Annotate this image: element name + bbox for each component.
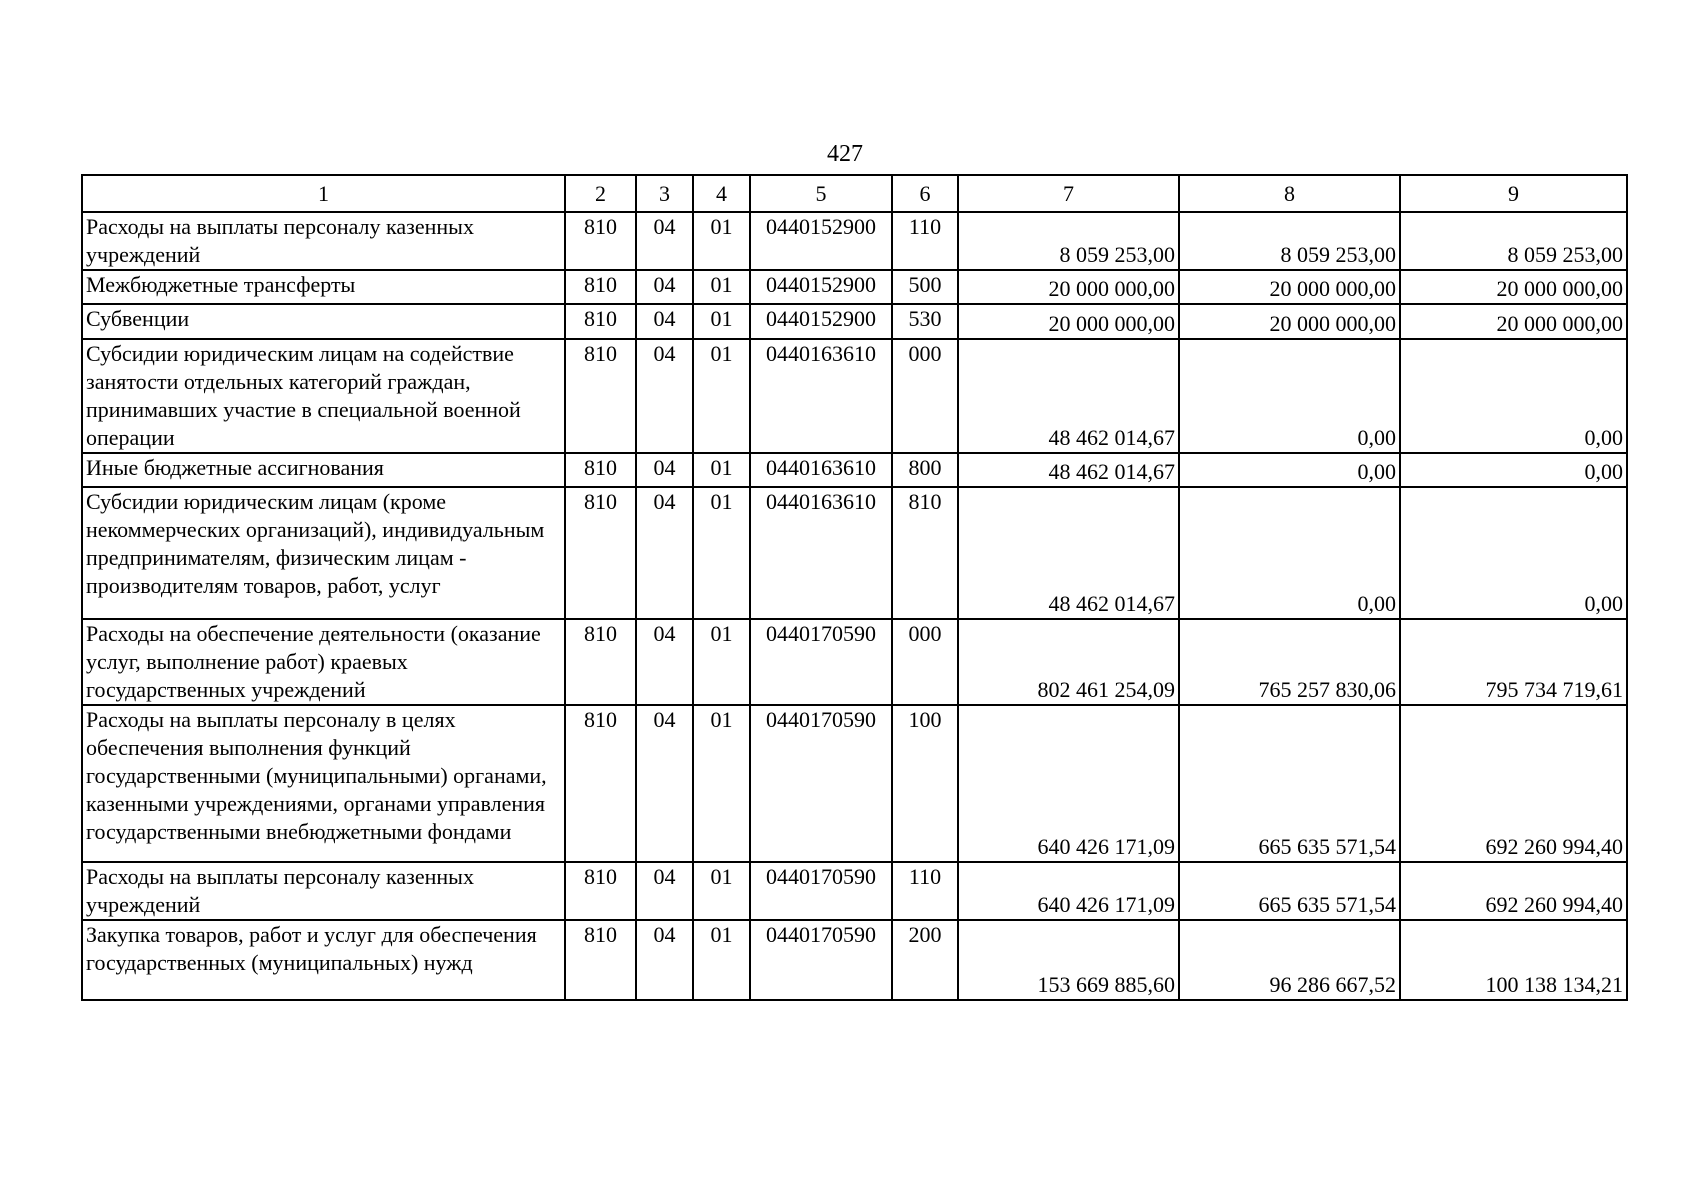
code-4: 01 xyxy=(693,453,750,487)
code-4: 01 xyxy=(693,487,750,619)
amount-8: 0,00 xyxy=(1179,453,1400,487)
code-4: 01 xyxy=(693,304,750,339)
code-6: 800 xyxy=(892,453,958,487)
code-3: 04 xyxy=(636,862,693,920)
code-5: 0440170590 xyxy=(750,705,892,862)
amount-9: 795 734 719,61 xyxy=(1400,619,1627,705)
row-name: Расходы на выплаты персоналу казенных учреждений xyxy=(82,212,565,270)
code-3: 04 xyxy=(636,453,693,487)
amount-7: 640 426 171,09 xyxy=(958,862,1179,920)
amount-7: 48 462 014,67 xyxy=(958,339,1179,453)
amount-8: 0,00 xyxy=(1179,339,1400,453)
code-5: 0440152900 xyxy=(750,304,892,339)
code-6: 810 xyxy=(892,487,958,619)
table-row xyxy=(82,487,1627,619)
row-name: Субвенции xyxy=(82,304,565,339)
row-name: Расходы на обеспечение деятельности (оказание услуг, выполнение работ) краевых государственных учреждений xyxy=(82,619,565,705)
code-4: 01 xyxy=(693,270,750,304)
column-number: 2 xyxy=(565,175,636,212)
code-6: 200 xyxy=(892,920,958,1000)
code-3: 04 xyxy=(636,920,693,1000)
code-2: 810 xyxy=(565,304,636,339)
code-2: 810 xyxy=(565,270,636,304)
table-row xyxy=(82,862,1627,920)
code-6: 530 xyxy=(892,304,958,339)
row-name: Расходы на выплаты персоналу в целях обеспечения выполнения функций государственными (муниципальными) органами, казенными учреждениями, органами управления государственными внебюджетными фондами xyxy=(82,705,565,862)
code-2: 810 xyxy=(565,339,636,453)
code-4: 01 xyxy=(693,920,750,1000)
code-4: 01 xyxy=(693,339,750,453)
column-number: 3 xyxy=(636,175,693,212)
code-5: 0440170590 xyxy=(750,619,892,705)
amount-7: 8 059 253,00 xyxy=(958,212,1179,270)
code-6: 110 xyxy=(892,862,958,920)
row-name: Закупка товаров, работ и услуг для обеспечения государственных (муниципальных) нужд xyxy=(82,920,565,1000)
code-2: 810 xyxy=(565,619,636,705)
code-5: 0440170590 xyxy=(750,862,892,920)
code-5: 0440163610 xyxy=(750,453,892,487)
amount-8: 0,00 xyxy=(1179,487,1400,619)
column-number: 6 xyxy=(892,175,958,212)
code-3: 04 xyxy=(636,304,693,339)
row-name: Иные бюджетные ассигнования xyxy=(82,453,565,487)
budget-table xyxy=(81,174,1628,1001)
code-2: 810 xyxy=(565,862,636,920)
code-5: 0440152900 xyxy=(750,270,892,304)
code-4: 01 xyxy=(693,862,750,920)
table-row xyxy=(82,270,1627,304)
page-number: 427 xyxy=(827,141,863,167)
column-number: 1 xyxy=(82,175,565,212)
amount-9: 0,00 xyxy=(1400,339,1627,453)
code-3: 04 xyxy=(636,339,693,453)
table-row xyxy=(82,304,1627,339)
code-2: 810 xyxy=(565,920,636,1000)
column-number: 9 xyxy=(1400,175,1627,212)
amount-9: 20 000 000,00 xyxy=(1400,304,1627,339)
row-name: Субсидии юридическим лицам на содействие занятости отдельных категорий граждан, принимавших участие в специальной военной операции xyxy=(82,339,565,453)
code-4: 01 xyxy=(693,705,750,862)
row-name: Расходы на выплаты персоналу казенных учреждений xyxy=(82,862,565,920)
amount-9: 8 059 253,00 xyxy=(1400,212,1627,270)
code-6: 500 xyxy=(892,270,958,304)
code-2: 810 xyxy=(565,705,636,862)
amount-9: 692 260 994,40 xyxy=(1400,862,1627,920)
code-5: 0440152900 xyxy=(750,212,892,270)
amount-7: 48 462 014,67 xyxy=(958,487,1179,619)
amount-8: 20 000 000,00 xyxy=(1179,270,1400,304)
table-row xyxy=(82,920,1627,1000)
row-name: Межбюджетные трансферты xyxy=(82,270,565,304)
table-row xyxy=(82,339,1627,453)
row-name: Субсидии юридическим лицам (кроме некоммерческих организаций), индивидуальным предпринимателям, физическим лицам - производителям товаров, работ, услуг xyxy=(82,487,565,619)
column-number: 8 xyxy=(1179,175,1400,212)
amount-8: 765 257 830,06 xyxy=(1179,619,1400,705)
amount-7: 802 461 254,09 xyxy=(958,619,1179,705)
amount-8: 665 635 571,54 xyxy=(1179,862,1400,920)
amount-8: 665 635 571,54 xyxy=(1179,705,1400,862)
column-number: 4 xyxy=(693,175,750,212)
code-4: 01 xyxy=(693,619,750,705)
code-4: 01 xyxy=(693,212,750,270)
amount-9: 692 260 994,40 xyxy=(1400,705,1627,862)
code-6: 110 xyxy=(892,212,958,270)
column-number: 7 xyxy=(958,175,1179,212)
amount-7: 20 000 000,00 xyxy=(958,304,1179,339)
code-2: 810 xyxy=(565,453,636,487)
amount-8: 8 059 253,00 xyxy=(1179,212,1400,270)
amount-8: 20 000 000,00 xyxy=(1179,304,1400,339)
code-3: 04 xyxy=(636,212,693,270)
amount-7: 640 426 171,09 xyxy=(958,705,1179,862)
code-6: 100 xyxy=(892,705,958,862)
code-6: 000 xyxy=(892,339,958,453)
code-5: 0440163610 xyxy=(750,339,892,453)
amount-9: 20 000 000,00 xyxy=(1400,270,1627,304)
table-row xyxy=(82,619,1627,705)
code-5: 0440163610 xyxy=(750,487,892,619)
table-row xyxy=(82,705,1627,862)
column-number-row xyxy=(82,175,1627,212)
table-row xyxy=(82,212,1627,270)
amount-9: 0,00 xyxy=(1400,487,1627,619)
table-row xyxy=(82,453,1627,487)
code-3: 04 xyxy=(636,619,693,705)
code-5: 0440170590 xyxy=(750,920,892,1000)
amount-9: 0,00 xyxy=(1400,453,1627,487)
code-6: 000 xyxy=(892,619,958,705)
amount-7: 48 462 014,67 xyxy=(958,453,1179,487)
code-2: 810 xyxy=(565,212,636,270)
code-3: 04 xyxy=(636,270,693,304)
code-3: 04 xyxy=(636,705,693,862)
column-number: 5 xyxy=(750,175,892,212)
code-2: 810 xyxy=(565,487,636,619)
amount-8: 96 286 667,52 xyxy=(1179,920,1400,1000)
amount-7: 20 000 000,00 xyxy=(958,270,1179,304)
amount-9: 100 138 134,21 xyxy=(1400,920,1627,1000)
code-3: 04 xyxy=(636,487,693,619)
amount-7: 153 669 885,60 xyxy=(958,920,1179,1000)
